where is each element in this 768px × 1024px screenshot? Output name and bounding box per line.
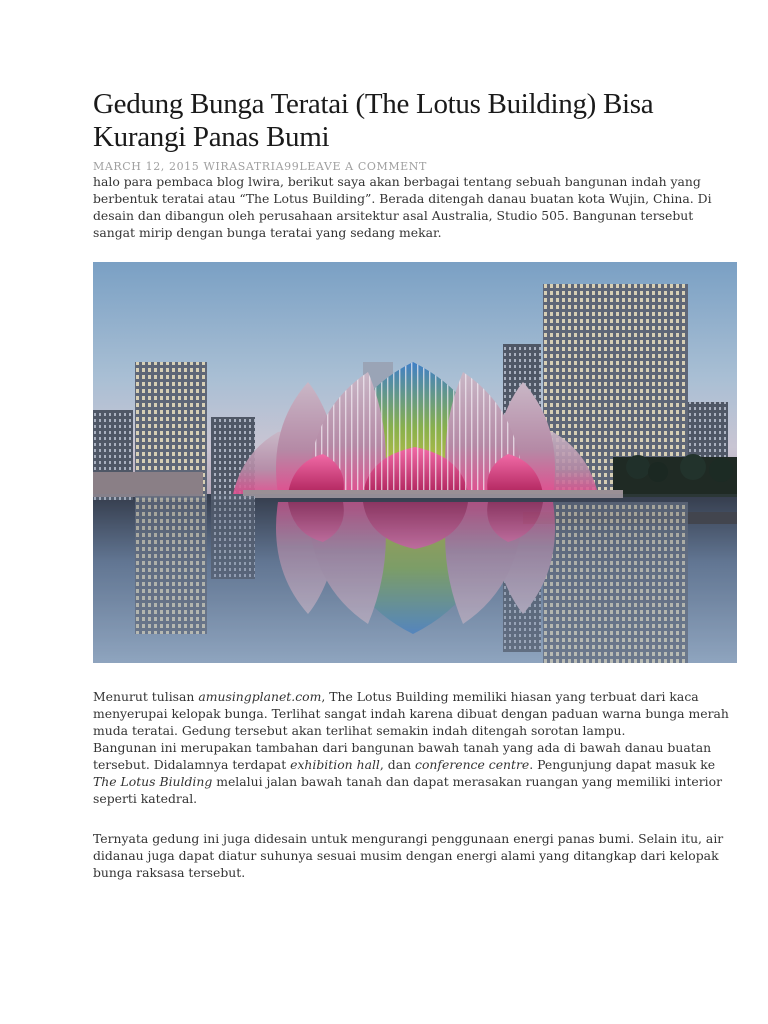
leave-comment-link[interactable]: LEAVE A COMMENT [299, 160, 427, 173]
post-title: Gedung Bunga Teratai (The Lotus Building) Bisa Kurangi Panas Bumi [93, 88, 654, 153]
post-date-link[interactable]: MARCH 12, 2015 [93, 160, 200, 173]
blog-post [93, 88, 738, 881]
paragraph2-text-start: Menurut tulisan [93, 689, 199, 704]
lotus-building-term: The Lotus Biulding [93, 774, 213, 789]
source-site-name: amusingplanet.com [198, 689, 322, 704]
paragraph-underground [93, 739, 738, 807]
paragraph2-text-end: , The Lotus Building memiliki hiasan yang terbuat dari kaca menyerupai kelopak bunga. Terlihat sangat indah karena dibuat dengan paduan warna bunga merah muda teratai. Gedung tersebut akan terlihat semakin indah ditengah sorotan lampu. [93, 689, 729, 738]
post-author-link[interactable]: WIRASATRIA99 [203, 160, 300, 173]
paragraph3-text-4: melalui jalan bawah tanah dan dapat merasakan ruangan yang memiliki interior seperti katedral. [93, 774, 723, 806]
paragraph-amusingplanet [93, 688, 738, 739]
conference-centre-term: conference centre [415, 757, 530, 772]
paragraph3-text-3: . Pengunjung dapat masuk ke [529, 757, 716, 772]
exhibition-hall-term: exhibition hall [290, 757, 380, 772]
paragraph3-text-2: , dan [379, 757, 416, 772]
paragraph-energy: Ternyata gedung ini juga didesain untuk mengurangi penggunaan energi panas bumi. Selain itu, air didanau juga dapat diatur suhunya sesuai musim dengan energi alami yang ditangkap dari kelopak bunga raksasa tersebut. [93, 831, 724, 880]
intro-paragraph: halo para pembaca blog lwira, berikut saya akan berbagai tentang sebuah bangunan indah yang berbentuk teratai atau “The Lotus Building”. Berada ditengah danau buatan kota Wujin, China. Di desain dan dibangun oleh perusahaan arsitektur asal Australia, Studio 505. Bangunan tersebut sangat mirip dengan bunga teratai yang sedang mekar. [93, 174, 712, 240]
paragraph3-text-1: Bangunan ini merupakan tambahan dari bangunan bawah tanah yang ada di bawah danau buatan tersebut. Didalamnya terdapat [93, 740, 712, 772]
post-meta [93, 160, 738, 173]
lotus-building-photo [93, 262, 737, 663]
